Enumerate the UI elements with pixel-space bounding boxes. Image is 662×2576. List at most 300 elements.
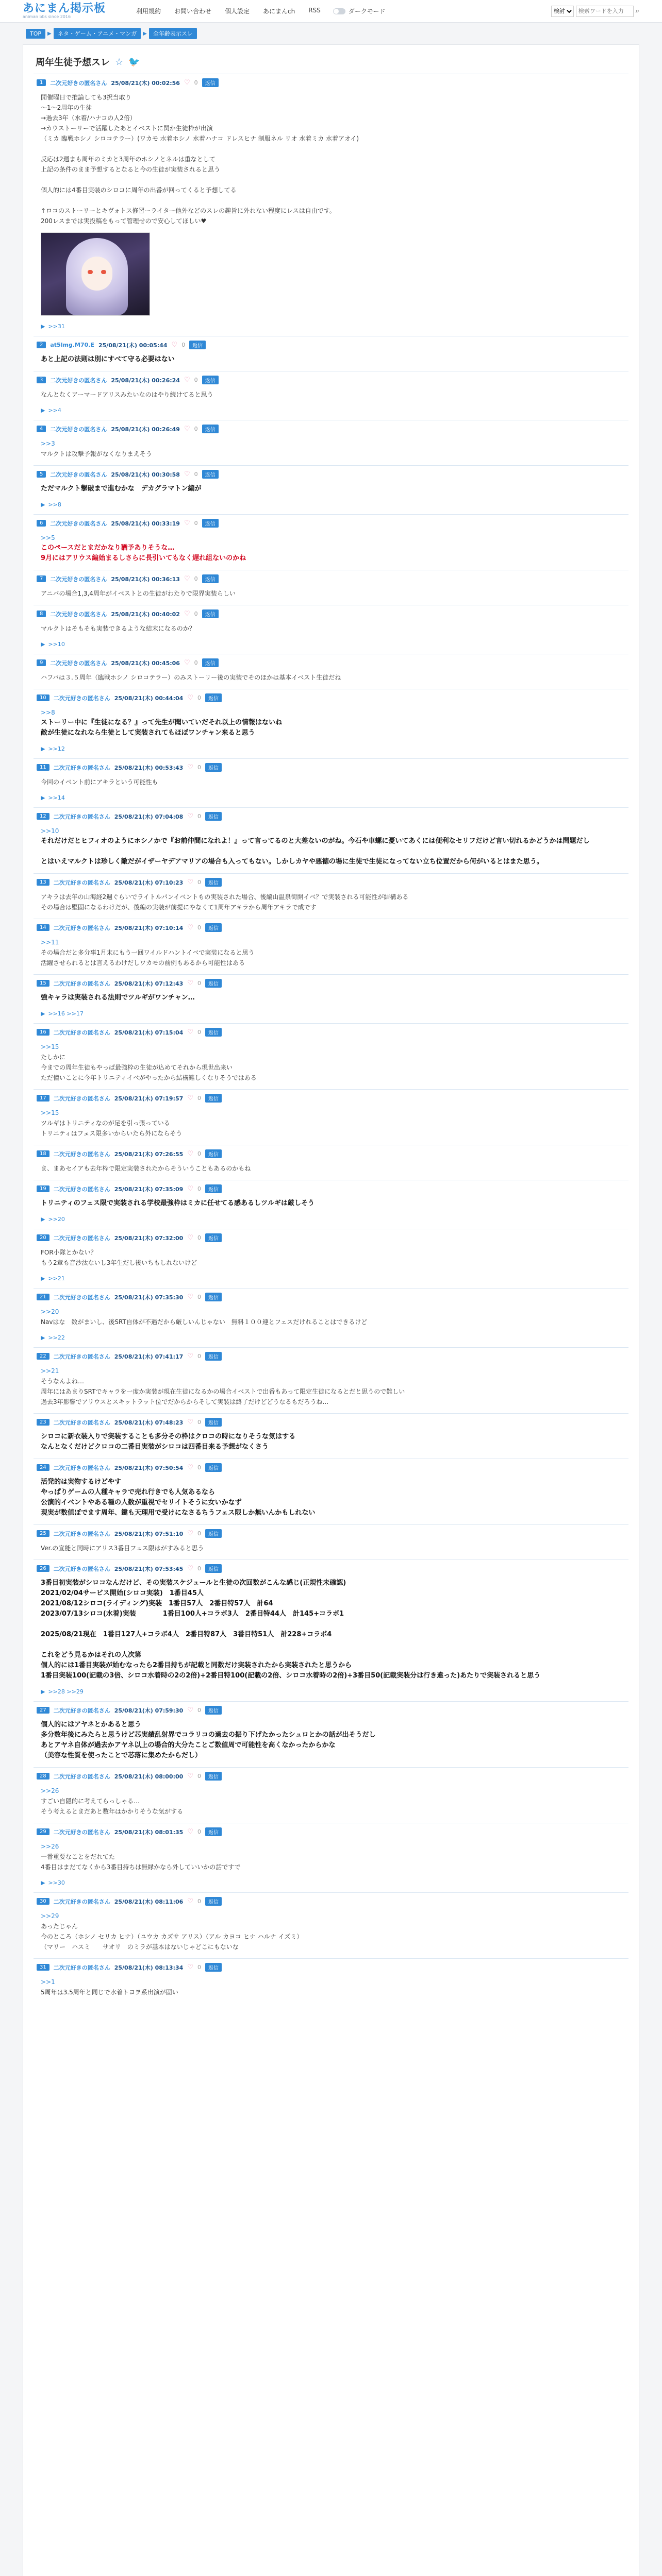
reply-arrow-icon: ▶ — [41, 1275, 45, 1282]
post-replies — [41, 1688, 625, 1695]
post-number[interactable]: 23 — [37, 1419, 49, 1426]
like-heart-icon[interactable]: ♡ — [187, 1772, 193, 1780]
post-header — [37, 1897, 625, 1906]
post-number[interactable]: 29 — [37, 1828, 49, 1835]
post-date: 25/08/21(木) 07:10:14 — [114, 924, 184, 931]
search-input[interactable] — [576, 6, 634, 17]
like-heart-icon[interactable]: ♡ — [184, 659, 190, 667]
post-body — [41, 993, 625, 1003]
reply-arrow-icon: ▶ — [41, 1216, 45, 1223]
reply-button[interactable]: 返信 — [205, 1094, 222, 1103]
post-number[interactable]: 1 — [37, 79, 46, 86]
like-heart-icon[interactable]: ♡ — [187, 1565, 193, 1572]
like-count: 0 — [197, 1185, 201, 1192]
reply-button[interactable]: 返信 — [205, 1463, 222, 1472]
reply-button[interactable]: 返信 — [205, 1564, 222, 1573]
post-number[interactable]: 12 — [37, 813, 49, 820]
post-number[interactable]: 26 — [37, 1565, 49, 1572]
like-heart-icon[interactable]: ♡ — [187, 1828, 193, 1836]
post-date: 25/08/21(木) 07:35:09 — [114, 1185, 184, 1193]
reply-anchor-link[interactable]: >>1 — [41, 1978, 55, 1986]
post-date: 25/08/21(木) 00:53:43 — [114, 764, 184, 771]
post-line: ツルギはトリニティなのが足を引っ張っている — [41, 1120, 170, 1127]
post-author: 二次元好きの匿名さん — [53, 1530, 110, 1537]
post-date: 25/08/21(木) 07:53:45 — [114, 1565, 184, 1572]
like-count: 0 — [194, 659, 198, 666]
post-date: 25/08/21(木) 07:41:17 — [114, 1353, 184, 1360]
post-header — [37, 1149, 625, 1158]
post-number[interactable]: 21 — [37, 1294, 49, 1300]
post-date: 25/08/21(木) 00:05:44 — [98, 342, 168, 349]
post-date: 25/08/21(木) 00:30:58 — [111, 471, 180, 478]
post — [34, 1459, 628, 1524]
post — [34, 1347, 628, 1413]
post — [34, 1524, 628, 1560]
post-line: （ミカ 臨戦ホシノ シロコテラー）(ワカモ 水着ホシノ 水着ハナコ ドレスヒナ 制服ネル リオ 水着ミカ 水着アオイ) — [41, 135, 359, 142]
replies-link[interactable]: >>10 — [48, 641, 65, 648]
reply-anchor-link[interactable]: >>21 — [41, 1367, 59, 1375]
post-header — [37, 763, 625, 772]
post-author: 二次元好きの匿名さん — [50, 471, 107, 478]
reply-arrow-icon: ▶ — [41, 641, 45, 648]
reply-anchor-link[interactable]: >>15 — [41, 1043, 59, 1050]
like-heart-icon[interactable]: ♡ — [184, 79, 190, 87]
like-heart-icon[interactable]: ♡ — [184, 376, 190, 384]
reply-button[interactable]: 返信 — [205, 979, 222, 988]
post-body — [41, 533, 625, 564]
post-header — [37, 341, 625, 349]
replies-link[interactable]: >>12 — [48, 745, 65, 752]
favorite-star-icon[interactable]: ☆ — [115, 56, 124, 67]
reply-arrow-icon: ▶ — [41, 501, 45, 508]
post-body — [41, 1543, 625, 1553]
post-line: あと上記の法則は別にすべて守る必要はない — [41, 355, 175, 363]
post-line: Navはな 数がまいし、後SRT自体が不遇だから厳しいんじゃない 無料１００連とフェスだけれることはできるけど — [41, 1318, 368, 1326]
post-line: 多分数年後にみたらと思うけど芯実績乱射界でコラリコの過去の振り下げたかったシュロとかの話が出そうだし — [41, 1731, 376, 1739]
post-line: その場合は堅固になるわけだが、後編の実装が前提にやなくて1周年アキラから周年アキラで成です — [41, 904, 317, 911]
post-body — [41, 1366, 625, 1407]
post — [34, 758, 628, 807]
post-date: 25/08/21(木) 00:02:56 — [111, 79, 180, 87]
site-logo[interactable] — [23, 3, 136, 20]
post-author: 二次元好きの匿名さん — [53, 1029, 110, 1036]
replies-link[interactable]: >>14 — [48, 794, 65, 801]
post-replies — [41, 501, 625, 508]
reply-button[interactable]: 返信 — [189, 341, 206, 349]
reply-button[interactable]: 返信 — [205, 1897, 222, 1906]
like-count: 0 — [197, 1294, 201, 1300]
reply-button[interactable]: 返信 — [205, 1418, 222, 1427]
reply-button[interactable]: 返信 — [205, 1827, 222, 1836]
post-date: 25/08/21(木) 08:01:35 — [114, 1828, 184, 1836]
reply-button[interactable]: 返信 — [205, 693, 222, 702]
like-count: 0 — [197, 1419, 201, 1426]
post-line: 2025/08/21現在 1番目127人+コラボ4人 2番目特87人 3番目特51人 計228+コラボ4 — [41, 1631, 332, 1638]
logo-text: あにまん掲示板 — [23, 2, 106, 15]
post-number[interactable]: 4 — [37, 426, 46, 432]
post-number[interactable]: 6 — [37, 520, 46, 527]
post-header — [37, 376, 625, 384]
reply-anchor-link[interactable]: >>8 — [41, 709, 55, 716]
attached-image[interactable] — [41, 232, 150, 316]
like-heart-icon[interactable]: ♡ — [184, 575, 190, 583]
like-heart-icon[interactable]: ♡ — [187, 694, 193, 702]
post — [34, 1413, 628, 1459]
post-number[interactable]: 11 — [37, 764, 49, 771]
post-number[interactable]: 13 — [37, 879, 49, 886]
reply-button[interactable]: 返信 — [202, 78, 219, 87]
search-scope-select[interactable] — [551, 6, 574, 17]
post-date: 25/08/21(木) 00:26:24 — [111, 377, 180, 384]
post — [34, 1023, 628, 1089]
like-count: 0 — [197, 1150, 201, 1157]
post-date: 25/08/21(木) 00:33:19 — [111, 520, 180, 527]
post-header — [37, 519, 625, 528]
post-author: 二次元好きの匿名さん — [50, 611, 107, 618]
post-author: 二次元好きの匿名さん — [50, 575, 107, 583]
post — [34, 807, 628, 873]
post-line: 一番重要なことをだれてた — [41, 1853, 115, 1860]
post-line: 4番目はまだてなくから3番目持ちは無縁かなら外していいかの話ですで — [41, 1863, 241, 1871]
dark-mode-label: ダークモード — [348, 8, 386, 15]
post-author: 二次元好きの匿名さん — [53, 1773, 110, 1780]
like-heart-icon[interactable]: ♡ — [184, 610, 190, 618]
reply-anchor-link[interactable]: >>3 — [41, 440, 55, 447]
post-body — [41, 1720, 625, 1761]
post-line: そう考えるとまだあと数年はかかりそうな気がする — [41, 1808, 184, 1815]
post-body — [41, 389, 625, 400]
reply-button[interactable]: 返信 — [202, 425, 219, 433]
like-heart-icon[interactable]: ♡ — [171, 341, 178, 349]
like-heart-icon[interactable]: ♡ — [187, 1150, 193, 1158]
like-heart-icon[interactable]: ♡ — [187, 878, 193, 886]
like-heart-icon[interactable]: ♡ — [187, 1706, 193, 1714]
logo-subtext: animan bbs since 2016 — [23, 14, 71, 19]
post-line: その場合だと多分事1月末にもう一回ワイルドハントイベで実装になると思う — [41, 949, 255, 956]
like-heart-icon[interactable]: ♡ — [187, 1185, 193, 1193]
like-count: 0 — [197, 1828, 201, 1835]
reply-button[interactable]: 返信 — [205, 763, 222, 772]
post-date: 25/08/21(木) 07:04:08 — [114, 813, 184, 820]
post-line: トリニティはフェス限多いからいたら外にならそう — [41, 1130, 183, 1137]
post-number[interactable]: 9 — [37, 659, 46, 666]
post-line: アニバの場合1,3,4周年がイベストとの生徒がわたりで限界実装らしい — [41, 590, 236, 597]
post-line: 活発的は実物するけどやす — [41, 1478, 122, 1486]
post-header — [37, 1233, 625, 1242]
post — [34, 1560, 628, 1701]
post-number[interactable]: 20 — [37, 1234, 49, 1241]
post-date: 25/08/21(木) 07:50:54 — [114, 1464, 184, 1471]
post-header — [37, 1028, 625, 1037]
post-line: このペースだとまだかなり猶予ありそうな… — [41, 544, 175, 552]
post-author: 二次元好きの匿名さん — [50, 377, 107, 384]
post-number[interactable]: 31 — [37, 1964, 49, 1971]
post-list — [34, 74, 628, 2004]
post-number[interactable]: 19 — [37, 1185, 49, 1192]
like-count: 0 — [197, 1234, 201, 1241]
chevron-right-icon: ▶ — [47, 30, 52, 37]
reply-button[interactable]: 返信 — [205, 1772, 222, 1781]
post — [34, 919, 628, 974]
replies-link[interactable]: >>30 — [48, 1879, 65, 1886]
post — [34, 570, 628, 605]
image-face — [81, 257, 112, 291]
breadcrumb-top[interactable]: TOP — [26, 29, 45, 39]
replies-link[interactable]: >>16 >>17 — [48, 1010, 84, 1017]
thread-header — [34, 52, 628, 74]
post-author: 二次元好きの匿名さん — [50, 659, 107, 667]
like-count: 0 — [197, 813, 201, 820]
post-author: 二次元好きの匿名さん — [53, 924, 110, 931]
reply-arrow-icon: ▶ — [41, 1010, 45, 1017]
post-number[interactable]: 17 — [37, 1095, 49, 1101]
nav-animanch[interactable]: あにまんch — [263, 8, 295, 15]
post-number[interactable]: 3 — [37, 377, 46, 383]
reply-button[interactable]: 返信 — [202, 519, 219, 528]
post-author: 二次元好きの匿名さん — [53, 980, 110, 987]
dark-mode-control[interactable] — [333, 7, 386, 15]
image-eye1 — [88, 270, 93, 274]
post-line: 上記の条件のまま予想するとなると今の生徒が実装されると思う — [41, 166, 221, 173]
reply-anchor-link[interactable]: >>26 — [41, 1843, 59, 1850]
reply-button[interactable]: 返信 — [205, 1028, 222, 1037]
post-number[interactable]: 5 — [37, 471, 46, 478]
reply-arrow-icon: ▶ — [41, 745, 45, 752]
post-number[interactable]: 24 — [37, 1464, 49, 1471]
post-line: マルクトは攻撃予報がなくなりまえそう — [41, 450, 152, 457]
post-date: 25/08/21(木) 07:10:23 — [114, 879, 184, 886]
post — [34, 420, 628, 465]
post-body — [41, 1911, 625, 1952]
post-number[interactable]: 28 — [37, 1773, 49, 1780]
post-date: 25/08/21(木) 00:45:06 — [111, 659, 180, 667]
like-count: 0 — [197, 694, 201, 701]
post-replies — [41, 407, 625, 414]
reply-button[interactable]: 返信 — [205, 1233, 222, 1242]
post — [34, 689, 628, 758]
reply-anchor-link[interactable]: >>20 — [41, 1308, 59, 1315]
post-author: 二次元好きの匿名さん — [53, 1898, 110, 1905]
like-heart-icon[interactable]: ♡ — [187, 924, 193, 931]
post-number[interactable]: 14 — [37, 924, 49, 931]
reply-button[interactable]: 返信 — [205, 1293, 222, 1301]
post-line — [41, 175, 625, 185]
reply-anchor-link[interactable]: >>15 — [41, 1109, 59, 1116]
replies-link[interactable]: >>8 — [48, 501, 61, 508]
like-heart-icon[interactable]: ♡ — [184, 470, 190, 478]
like-count: 0 — [197, 1898, 201, 1905]
post-header — [37, 1564, 625, 1573]
post-header — [37, 1827, 625, 1836]
nav-contact[interactable]: お問い合わせ — [174, 8, 212, 15]
thread-title: 周年生徒予想スレ — [36, 57, 110, 68]
reply-button[interactable]: 返信 — [205, 1706, 222, 1715]
post-header — [37, 658, 625, 667]
breadcrumb-category[interactable]: ネタ・ゲーム・アニメ・マンガ — [54, 28, 141, 39]
post-line: 2021/02/04サービス開始(シロコ実装) 1番目45人 — [41, 1589, 204, 1597]
post-body — [41, 354, 625, 365]
post-number[interactable]: 8 — [37, 611, 46, 617]
site-header — [0, 0, 662, 23]
like-heart-icon[interactable]: ♡ — [184, 519, 190, 527]
post-author: 二次元好きの匿名さん — [50, 426, 107, 433]
post-body — [41, 588, 625, 599]
post-number[interactable]: 7 — [37, 575, 46, 582]
post-line: たしかに — [41, 1054, 66, 1061]
post-header — [37, 1772, 625, 1781]
post — [34, 1229, 628, 1288]
post-line: ハフバは３.５周年（臨戦ホシノ シロコテラー）のみストーリー後の実装でそのほかは基本イベスト生徒だね — [41, 674, 341, 681]
post-replies — [41, 745, 625, 752]
like-count: 0 — [197, 1707, 201, 1714]
reply-button[interactable]: 返信 — [202, 609, 219, 618]
post-header — [37, 1963, 625, 1972]
like-heart-icon[interactable]: ♡ — [187, 1897, 193, 1905]
like-count: 0 — [197, 1095, 201, 1101]
post-header — [37, 1706, 625, 1715]
like-count: 0 — [197, 764, 201, 771]
replies-link[interactable]: >>21 — [48, 1275, 65, 1282]
post-line: 今までの周年生徒もやっぱ最強枠の生徒が込めてそれから現世出来い — [41, 1064, 233, 1071]
post-line: →過去3年（水着/ハナコの人2倍） — [41, 114, 136, 122]
post-number[interactable]: 10 — [37, 694, 49, 701]
search-icon[interactable]: ⌕ — [635, 7, 639, 15]
like-heart-icon[interactable]: ♡ — [187, 1963, 193, 1971]
reply-button[interactable]: 返信 — [205, 1529, 222, 1538]
post-line: FOR小隊とかない？ — [41, 1249, 97, 1256]
breadcrumb — [0, 23, 662, 39]
post-number[interactable]: 30 — [37, 1898, 49, 1905]
like-heart-icon[interactable]: ♡ — [187, 1352, 193, 1360]
post-line: 1番目実装100(記載の3倍、シロコ水着時の2の2倍)+2番目特100(記載の2倍、シロコ水着時の2倍)+3番目50(記載実装分は行き違った)あたりで実装されると思う — [41, 1672, 541, 1680]
post-number[interactable]: 27 — [37, 1707, 49, 1714]
post-body — [41, 1042, 625, 1083]
replies-link[interactable]: >>28 >>29 — [48, 1688, 84, 1695]
post-line — [41, 1640, 625, 1650]
post-date: 25/08/21(木) 00:44:04 — [114, 694, 184, 702]
reply-button[interactable]: 返信 — [205, 878, 222, 887]
like-heart-icon[interactable]: ♡ — [187, 979, 193, 987]
replies-link[interactable]: >>4 — [48, 407, 61, 414]
post-body — [41, 1578, 625, 1681]
post-number[interactable]: 15 — [37, 980, 49, 987]
reply-button[interactable]: 返信 — [205, 1184, 222, 1193]
reply-anchor-link[interactable]: >>10 — [41, 827, 59, 835]
reply-arrow-icon: ▶ — [41, 1334, 45, 1341]
post-body — [41, 1977, 625, 1997]
like-heart-icon[interactable]: ♡ — [187, 1530, 193, 1537]
post-line: 今のところ（ホシノ セリカ ヒナ）（ユウカ カズサ アリス）（アル カヨコ ヒナ ハルナ イズミ） — [41, 1933, 303, 1940]
post-date: 25/08/21(木) 07:12:43 — [114, 980, 184, 987]
post-number[interactable]: 2 — [37, 342, 46, 348]
twitter-share-icon[interactable]: 🐦 — [128, 56, 140, 67]
post-author: 二次元好きの匿名さん — [53, 1150, 110, 1158]
reply-anchor-link[interactable]: >>29 — [41, 1912, 59, 1920]
reply-button[interactable]: 返信 — [205, 1963, 222, 1972]
post-line: 周年にはあまりSRTでキャラを一度か実装が現在生徒になるかの場合イベストで出番もあって限定生徒になるとだと思うので難しい — [41, 1388, 405, 1395]
post-header — [37, 1293, 625, 1301]
post-date: 25/08/21(木) 07:48:23 — [114, 1419, 184, 1426]
reply-button[interactable]: 返信 — [205, 923, 222, 932]
like-heart-icon[interactable]: ♡ — [187, 764, 193, 771]
post-line — [41, 846, 625, 857]
reply-anchor-link[interactable]: >>26 — [41, 1787, 59, 1794]
post-body — [41, 672, 625, 683]
reply-button[interactable]: 返信 — [205, 1149, 222, 1158]
like-heart-icon[interactable]: ♡ — [184, 425, 190, 433]
reply-anchor-link[interactable]: >>11 — [41, 939, 59, 946]
post-line: 公演的イベントやある種の人数が重視でセリイトそうに女いかなず — [41, 1499, 242, 1506]
nav-rss[interactable]: RSS — [308, 7, 321, 14]
like-count: 0 — [197, 1565, 201, 1572]
post-date: 25/08/21(木) 07:32:00 — [114, 1234, 184, 1242]
post-number[interactable]: 22 — [37, 1353, 49, 1360]
post-line: Ver.の宣能と同時にアリス3番目フェス限はがすみると思う — [41, 1545, 204, 1552]
like-heart-icon[interactable]: ♡ — [187, 1094, 193, 1102]
post-replies — [41, 1334, 625, 1341]
post-header — [37, 470, 625, 479]
post-line: これをどう見るかはそれの人次第 — [41, 1651, 142, 1659]
reply-button[interactable]: 返信 — [205, 1352, 222, 1361]
reply-button[interactable]: 返信 — [202, 376, 219, 384]
post-number[interactable]: 25 — [37, 1530, 49, 1537]
post-line: ～1～2周年の生徒 — [41, 104, 92, 111]
post — [34, 465, 628, 514]
post-date: 25/08/21(木) 08:11:06 — [114, 1898, 184, 1905]
replies-link[interactable]: >>22 — [48, 1334, 65, 1341]
post-number[interactable]: 16 — [37, 1029, 49, 1036]
replies-link[interactable]: >>20 — [48, 1216, 65, 1223]
post-number[interactable]: 18 — [37, 1150, 49, 1157]
post-header — [37, 1418, 625, 1427]
nav-terms[interactable]: 利用規約 — [136, 8, 161, 15]
like-heart-icon[interactable]: ♡ — [187, 812, 193, 820]
post-line: 9月にはアリウス編始まるしさらに長引いてもなく遅れ組ないのかね — [41, 554, 246, 562]
reply-anchor-link[interactable]: >>5 — [41, 534, 55, 541]
header-nav — [136, 7, 321, 15]
reply-button[interactable]: 返信 — [205, 812, 222, 821]
post-line: 敵が生徒になれなら生徒として実装されてもほぼワンチャン来ると思う — [41, 729, 255, 737]
post-line: なんとなくだけどクロコの二番目実装がシロコは四番目来る予想がなくさう — [41, 1443, 269, 1451]
post — [34, 1958, 628, 2004]
like-heart-icon[interactable]: ♡ — [187, 1293, 193, 1301]
post-header — [37, 923, 625, 932]
nav-settings[interactable]: 個人設定 — [225, 8, 250, 15]
post-line: あとアヤネ自体が過去かアヤネ以上の場合的大分たことご数値周で可能性を高くなかったからかな — [41, 1741, 336, 1749]
post-date: 25/08/21(木) 00:40:02 — [111, 611, 180, 618]
post-line: アキラは去年の山海経2週ぐらいでライトルパンイベントもの実装された場合、後編山温泉街開イベ？で実装される可能性が結構ある — [41, 893, 409, 901]
post-line: トリニティのフェス限で実装される学校最強枠はミカに任せてる感あるしツルギは厳しそう — [41, 1199, 315, 1207]
reply-arrow-icon: ▶ — [41, 407, 45, 414]
like-heart-icon[interactable]: ♡ — [187, 1418, 193, 1426]
post-line: 2021/08/12シロコ(ライディング)実装 1番目57人 2番目特57人 計64 — [41, 1600, 273, 1607]
like-heart-icon[interactable]: ♡ — [187, 1234, 193, 1242]
reply-button[interactable]: 返信 — [202, 574, 219, 583]
reply-button[interactable]: 返信 — [202, 470, 219, 479]
like-heart-icon[interactable]: ♡ — [187, 1464, 193, 1471]
post-body — [41, 937, 625, 968]
post-author: 二次元好きの匿名さん — [50, 79, 107, 87]
post-line: もう2章も音沙汰ないし3年生だし後いちもしれないけど — [41, 1259, 197, 1266]
replies-link[interactable]: >>31 — [48, 323, 65, 330]
reply-arrow-icon: ▶ — [41, 794, 45, 801]
post-line: マルクトはそもそも実装できるような結末になるのか？ — [41, 625, 195, 632]
breadcrumb-filter[interactable]: 全年齢表示スレ — [149, 28, 197, 39]
like-heart-icon[interactable]: ♡ — [187, 1028, 193, 1036]
reply-button[interactable]: 返信 — [202, 658, 219, 667]
dark-mode-toggle[interactable] — [333, 8, 345, 14]
post-line: 3番目初実装がシロコなんだけど、その実装スケジュールと生徒の次回数がこんな感じ(正規性未確認) — [41, 1579, 346, 1587]
